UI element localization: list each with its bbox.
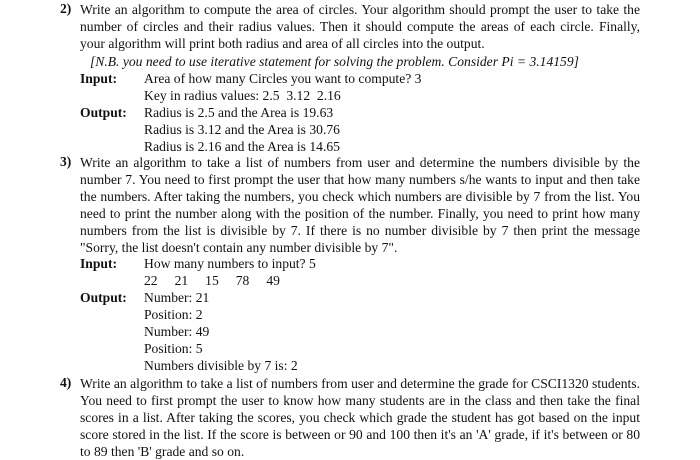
output-line: Number: 49 (144, 324, 210, 339)
question-number: 4) (60, 375, 72, 390)
input-line: Area of how many Circles you want to compute? 3 (144, 71, 422, 86)
output-line: Radius is 3.12 and the Area is 30.76 (144, 122, 340, 137)
input-line: Key in radius values: 2.5 3.12 2.16 (144, 88, 341, 103)
question-number: 2) (60, 1, 72, 16)
question-text: Write an algorithm to take a list of numbers from user and determine the numbers divisible by the number 7. You need to first prompt the user that how many numbers s/he wants to input and then take the numbers. After taking the numbers, you check which numbers are divisible by 7 from the list. You need to print the number along with the position of the number. Finally, you need to print how many numbers from the list is divisible by 7. If there is no number divisible by 7 then print the message "Sorry, the list doesn't contain any number divisible by 7". (80, 155, 640, 255)
output-line: Radius is 2.16 and the Area is 14.65 (144, 139, 340, 154)
output-line: Position: 5 (144, 341, 203, 356)
output-line: Radius is 2.5 and the Area is 19.63 (144, 105, 334, 120)
output-line: Numbers divisible by 7 is: 2 (144, 358, 298, 373)
question-text: Write an algorithm to compute the area of circles. Your algorithm should prompt the user to take the number of circles and their radius values. Then it should compute the areas of each circle. Finally, your algorithm will print both radius and area of all circles into the output. (80, 2, 640, 51)
output-line: Position: 2 (144, 307, 203, 322)
question-note: [N.B. you need to use iterative statement for solving the problem. Consider Pi = 3.14159] (90, 54, 579, 69)
input-line: How many numbers to input? 5 (144, 256, 316, 271)
input-label: Input: (80, 71, 118, 86)
output-line: Number: 21 (144, 290, 210, 305)
question-number: 3) (60, 154, 72, 169)
output-label: Output: (80, 290, 127, 305)
input-label: Input: (80, 256, 118, 271)
input-line: 22 21 15 78 49 (144, 273, 280, 288)
output-label: Output: (80, 105, 127, 120)
question-text: Write an algorithm to take a list of numbers from user and determine the grade for CSCI1320 students. You need to first prompt the user to know how many students are in the class and then take the final scores in a list. After taking the scores, you check which grade the student has got based on the input score stored in the list. If the score is between or 90 and 100 then it's an 'A' grade, if it's between or 80 to 89 then 'B' grade and so on. (80, 376, 640, 459)
